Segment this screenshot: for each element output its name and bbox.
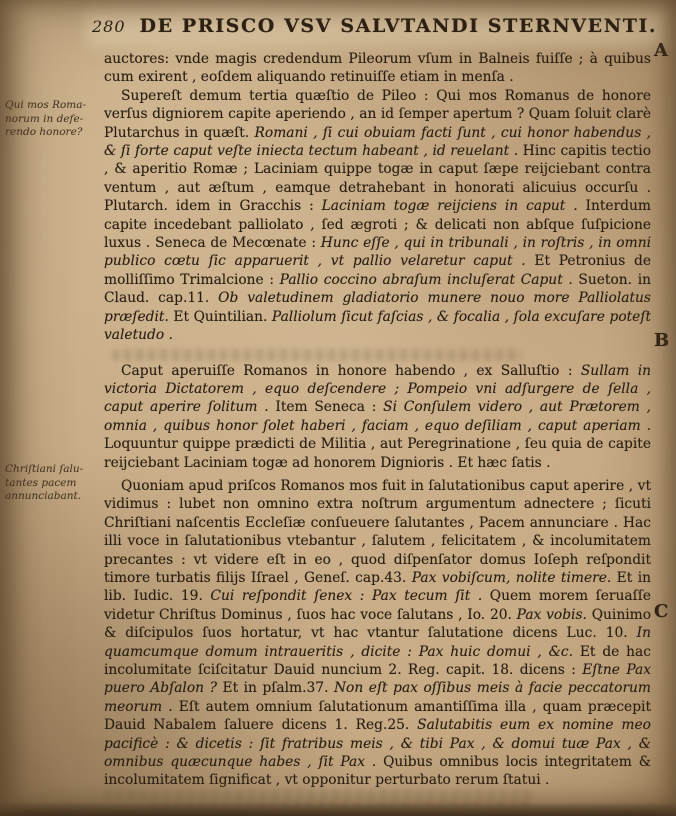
page-bottom-shadow: [0, 802, 676, 816]
text-segment: Ob valetudinem gladiatorio munere nouo more Palliolatus præſedit.: [104, 290, 651, 325]
text-segment: Sueton. in Claud. cap.11.: [104, 271, 651, 307]
text-segment: Quinimo & diſcipulos ſuos hortatur, vt hac vtantur ſalutatione dicens Luc. 10.: [104, 606, 651, 642]
margin-note-line: annunciabant.: [5, 490, 82, 502]
text-segment: Eſt autem omnium ſalutationum amantiſſima illa , quam præcepit Dauid Nabalem ſaluere dicens 1. Reg.25.: [104, 698, 651, 734]
text-segment: Et Petronius de molliſſimo Trimalcione :: [104, 253, 651, 288]
text-segment: Cui reſpondit ſenex : Pax tecum ſit .: [210, 588, 483, 605]
text-segment: Et de hac incolumitate ſciſcitatur Dauid nuncium 2. Reg. capit. 18. dicens :: [104, 643, 651, 678]
text-segment: Supereſt demum tertia quæſtio de Pileo : Qui mos Romanus de honore verſus digniorem capite aperiendo , an id ſemper apertum ? Quam ſoluit clarè Plutarchus in quæſt.: [104, 87, 651, 141]
text-segment: Quem morem ſeruaſſe videtur Chriſtus Dominus , ſuos hac voce ſalutans , Io. 20.: [104, 588, 651, 623]
text-segment: Quibus omnibus locis integritatem & incolumitatem ſignificat , vt opponitur perturbato rerum ſtatui .: [104, 754, 651, 789]
section-letter-c: C: [654, 601, 669, 622]
text-segment: Non eſt pax oſſibus meis à facie peccatorum meorum .: [104, 680, 651, 715]
text-segment: Romani , ſi cui obuiam facti ſunt , cui honor habendus , & ſi forte caput veſte iniecta tectum habeant , id reuelant .: [104, 124, 651, 160]
margin-note-line: norum in defe-: [5, 112, 84, 125]
paragraph: [104, 362, 651, 472]
margin-note-line: rendo honore?: [5, 126, 83, 138]
text-segment: Hinc capitis tectio , & aperitio Romæ ; Laciniam quippe togæ in caput ſæpe reijciebant contra ventum , aut æſtum , eamque detrahebant in honorati alicuius occurſu . Plutarch. idem in Gracchis :: [104, 143, 651, 215]
ink-showthrough-smudge: [104, 789, 534, 801]
text-segment: Salutabitis eum ex nomine meo pacificè : & dicetis : ſit fratribus meis , & tibi Pax , & domui tuæ Pax , & omnibus quæcunque habes , ſit Pax .: [104, 717, 651, 771]
text-segment: Pax vobiſcum, nolite timere.: [411, 569, 612, 586]
text-segment: Item Seneca :: [268, 399, 384, 416]
text-segment: Loquuntur quippe prædicti de Militia , aut Peregrinatione , ſeu quia de capite reijciebant Laciniam togæ ad honorem Dignioris . Et hæc ſatis .: [104, 436, 651, 471]
text-segment: Pax vobis.: [516, 606, 587, 623]
text-segment: Palliolum ſicut faſcias , & focalia , ſola excuſare poteſt valetudo .: [104, 308, 651, 344]
page-header: [92, 15, 666, 37]
text-segment: Laciniam togæ reijciens in caput .: [321, 198, 578, 215]
text-segment: Et Quintilian.: [168, 308, 272, 325]
paragraph: [104, 87, 651, 345]
text-segment: Si Conſulem videro , aut Prætorem , omnia , quibus honor ſolet haberi , faciam , equo deſiliam , caput aperiam .: [104, 399, 651, 434]
margin-note-2: [5, 463, 97, 504]
section-letter-a: A: [654, 40, 668, 61]
margin-note-line: tantes pacem: [5, 476, 77, 489]
text-block: [104, 50, 651, 790]
margin-note-line: Chriſtiani ſalu-: [5, 463, 84, 475]
margin-note-1: [5, 99, 97, 140]
text-segment: Eſtne Pax puero Abſalon ?: [104, 662, 651, 697]
section-letter-b: B: [654, 330, 670, 351]
text-segment: Et in pſalm.37.: [222, 680, 334, 697]
paragraph: [104, 477, 651, 790]
text-segment: Quoniam apud priſcos Romanos mos fuit in ſalutationibus caput aperire , vt vidimus : lubet non omnino extra noſtrum argumentum adnectere ; ſicuti Chriſtiani naſcentis Eccleſiæ conſueuere ſalutantes , Pacem annunciare . Hac illi voce in ſalutationibus vtebantur , ſalutem , felicitatem , & incolumitatem precantes : vt videre eſt in eo , quod diſpenſator domus Ioſeph reſpondit timore turbatis filijs Iſrael , Geneſ. cap.43.: [104, 477, 651, 586]
paragraph: [104, 50, 651, 87]
running-title: DE PRISCO VSV SALVTANDI STERNVENTI.: [139, 15, 658, 37]
text-segment: Hunc eſſe , qui in tribunali , in roſtris , in omni publico cœtu ſic apparuerit , vt pallio velaretur caput .: [104, 235, 651, 270]
page-number: 280: [92, 17, 126, 36]
margin-note-line: Qui mos Roma-: [5, 99, 87, 111]
text-segment: Interdum capite incedebant palliolato , ſed ægroti ; & delicati non abſque ſuſpicione luxus . Seneca de Mecœnate :: [104, 198, 651, 252]
text-segment: auctores: vnde magis credendum Pileorum vſum in Balneis fuiſſe ; à quibus cum exirent , eoſdem aliquando retinuiſſe etiam in menſa .: [104, 51, 651, 86]
text-segment: Caput aperuiſſe Romanos in honore habendo , ex Salluſtio :: [121, 362, 581, 379]
text-segment: In quamcumque domum intraueritis , dicite : Pax huic domui , &c.: [104, 625, 651, 660]
text-segment: Pallio coccino abraſum incluſerat Caput .: [279, 271, 573, 288]
ink-showthrough-smudge: [150, 800, 530, 810]
text-segment: Sullam in victoria Dictatorem , equo deſcendere ; Pompeio vni adſurgere de ſella , caput aperire ſolitum .: [104, 362, 651, 416]
text-segment: Et in lib. Iudic. 19.: [104, 569, 651, 605]
